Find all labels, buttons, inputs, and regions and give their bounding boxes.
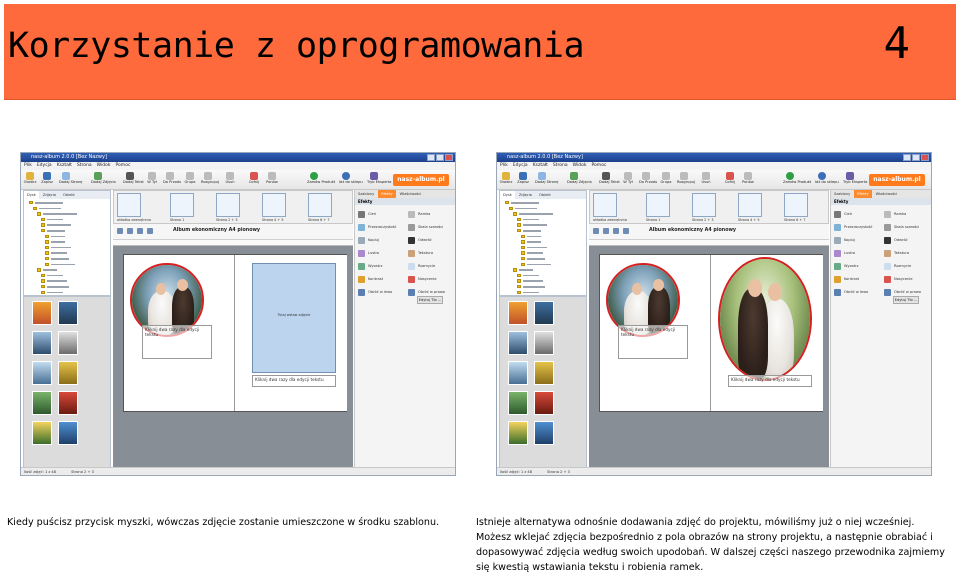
save-icon xyxy=(43,172,51,180)
window-title: nasz-album 2.0.0 [Bez Nazwy] xyxy=(31,154,107,160)
text-field[interactable]: Kliknij dwa razy dla edycji tekstu xyxy=(618,325,688,359)
effect-transparency[interactable]: Przezroczystość xyxy=(357,222,403,233)
slide-page-number: 4 xyxy=(883,18,910,69)
effect-invert[interactable]: Odwróć xyxy=(407,235,453,246)
canvas-area[interactable] xyxy=(589,246,829,474)
grayscale-icon xyxy=(884,224,891,231)
redo-button[interactable]: Ponów xyxy=(265,172,279,186)
photo-thumbnail[interactable] xyxy=(32,391,52,415)
page-thumb-2-3[interactable] xyxy=(692,193,716,217)
group-button[interactable]: Grupa xyxy=(183,172,197,186)
effect-texture[interactable]: Tekstura xyxy=(883,248,929,259)
pages-strip: okładka zewnętrzna Strona 1 Strona 2 + 3 Strona 4 + 5 Strona 6 + 7 xyxy=(589,190,829,224)
photo-thumbnail[interactable] xyxy=(508,301,528,325)
folder-tree[interactable] xyxy=(500,199,586,296)
open-button[interactable]: Otwórz xyxy=(23,172,37,186)
editor-toolbar xyxy=(113,224,353,240)
add-photo-icon xyxy=(570,172,578,180)
menu-help[interactable]: Pomoc xyxy=(115,163,131,168)
wedding-photo-frame[interactable] xyxy=(718,257,812,381)
screenshot-left xyxy=(20,152,456,476)
photo-thumbnails-panel xyxy=(499,296,587,468)
tab-photos[interactable]: Zdjęcia xyxy=(42,193,56,197)
photo-thumbnail[interactable] xyxy=(32,361,52,385)
tab-object[interactable]: Obiekt xyxy=(539,193,551,197)
photo-thumbnail[interactable] xyxy=(32,421,52,445)
minimize-button[interactable] xyxy=(427,154,435,161)
folder-tree-panel xyxy=(499,190,587,296)
photo-thumbnail[interactable] xyxy=(58,301,78,325)
window-controls xyxy=(903,154,929,161)
page-spread[interactable] xyxy=(599,254,823,412)
rotate-left-icon xyxy=(358,289,365,296)
main-toolbar xyxy=(21,170,455,190)
folder-tree-panel xyxy=(23,190,111,296)
slide-title: Korzystanie z oprogramowania xyxy=(8,26,585,66)
menu-shape[interactable]: Kształt xyxy=(532,163,548,168)
effect-rotate-right[interactable]: Obróć w prawo xyxy=(407,287,453,298)
tab-templates[interactable]: Szablony xyxy=(834,192,851,196)
status-bar xyxy=(497,467,931,475)
menu-file[interactable]: Plik xyxy=(500,163,508,168)
grid-icon[interactable] xyxy=(127,228,133,234)
redo-icon xyxy=(744,172,752,180)
tab-templates[interactable]: Szablony xyxy=(358,192,375,196)
rotate-right-icon xyxy=(884,289,891,296)
maximize-button[interactable] xyxy=(436,154,444,161)
groom-face xyxy=(177,279,188,291)
delete-icon xyxy=(226,172,234,180)
effect-rotate-left[interactable]: Obróć w lewo xyxy=(833,287,879,298)
effect-shadow[interactable]: Cień xyxy=(357,209,403,220)
cart-icon xyxy=(786,172,794,180)
effect-texture[interactable]: Tekstura xyxy=(407,248,453,259)
contrast-icon xyxy=(358,276,365,283)
window-title: nasz-album 2.0.0 [Bez Nazwy] xyxy=(507,154,583,160)
tree-tabs xyxy=(24,191,110,199)
texture-icon xyxy=(408,250,415,257)
left-page[interactable] xyxy=(600,255,711,411)
edit-background-button[interactable]: Edytuj Tło ... xyxy=(418,298,442,302)
page-thumb-1[interactable] xyxy=(646,193,670,217)
texture-icon xyxy=(884,250,891,257)
effect-invert[interactable]: Odwróć xyxy=(883,235,929,246)
tab-properties[interactable]: Właściwości xyxy=(399,192,422,196)
frame-icon xyxy=(884,211,891,218)
brand-logo: nasz-album.pl xyxy=(393,174,449,186)
add-photo-icon xyxy=(94,172,102,180)
grid-icon[interactable] xyxy=(603,228,609,234)
photo-thumbnail[interactable] xyxy=(58,361,78,385)
photo-thumbnail[interactable] xyxy=(534,331,554,355)
caption-line: Możesz wklejać zdjęcia bezpośrednio z pola obrazów na strony projektu, a następnie obrabiać i xyxy=(476,532,933,543)
effects-tabs xyxy=(355,190,455,198)
redo-button[interactable]: Ponów xyxy=(741,172,755,186)
bring-front-button[interactable]: Do Przodu xyxy=(639,172,653,186)
page-thumb-cover[interactable] xyxy=(593,193,617,217)
menu-edit[interactable]: Edycja xyxy=(36,163,52,168)
photo-thumbnail[interactable] xyxy=(508,331,528,355)
order-product-button[interactable]: Zamów Produkt xyxy=(307,172,321,186)
menu-shape[interactable]: Kształt xyxy=(56,163,72,168)
ungroup-button[interactable]: Rozgrupuj xyxy=(201,172,215,186)
effect-contrast[interactable]: Kontrast xyxy=(833,274,879,285)
effects-panel xyxy=(830,190,931,468)
page-thumb-cover[interactable] xyxy=(117,193,141,217)
blur-icon xyxy=(884,263,891,270)
group-icon xyxy=(662,172,670,180)
status-bar xyxy=(21,467,455,475)
effect-blur[interactable]: Rozmycie xyxy=(407,261,453,272)
effects-grid xyxy=(355,205,455,365)
bride-face xyxy=(156,283,166,295)
tab-disk[interactable]: Dysk xyxy=(500,191,515,199)
ungroup-button[interactable]: Rozgrupuj xyxy=(677,172,691,186)
globe-icon xyxy=(342,172,350,180)
add-page-button[interactable]: Dodaj Stronę xyxy=(535,172,549,186)
photo-thumbnail[interactable] xyxy=(508,391,528,415)
photo-thumbnail[interactable] xyxy=(534,361,554,385)
effect-frame[interactable]: Ramka xyxy=(883,209,929,220)
sharpen-icon xyxy=(834,263,841,270)
page-thumb-4-5[interactable] xyxy=(262,193,286,217)
undo-icon xyxy=(726,172,734,180)
page-spread[interactable] xyxy=(123,254,347,412)
effect-rotate-left[interactable]: Obróć w lewo xyxy=(357,287,403,298)
expert-mode-button[interactable]: Tryb Eksperta xyxy=(367,172,381,186)
effect-saturation[interactable]: Nasycenie xyxy=(883,274,929,285)
order-product-button[interactable]: Zamów Produkt xyxy=(783,172,797,186)
zoom-icon[interactable] xyxy=(613,228,619,234)
cart-icon xyxy=(310,172,318,180)
ungroup-icon xyxy=(680,172,688,180)
invert-icon xyxy=(408,237,415,244)
folder-icon xyxy=(26,172,34,180)
text-field[interactable]: Kliknij dwa razy dla edycji tekstu xyxy=(142,325,212,359)
caption-line: Istnieje alternatywa odnośnie dodawania zdjęć do projektu, mówiliśmy już o niej wcześniej. xyxy=(476,517,915,528)
go-to-shop-button[interactable]: Idź do sklepu xyxy=(815,172,829,186)
right-page[interactable] xyxy=(712,255,823,411)
photo-thumbnail[interactable] xyxy=(32,331,52,355)
pencil-icon[interactable] xyxy=(593,228,599,234)
menu-edit[interactable]: Edycja xyxy=(512,163,528,168)
bring-front-icon xyxy=(642,172,650,180)
effect-grayscale[interactable]: Skala szarości xyxy=(883,222,929,233)
text-field[interactable]: Kliknij dwa razy dla edycji tekstu xyxy=(728,375,812,387)
placeholder-label: Tutaj wstaw zdjęcie xyxy=(277,312,311,317)
tab-object[interactable]: Obiekt xyxy=(63,193,75,197)
group-icon xyxy=(186,172,194,180)
align-icon[interactable] xyxy=(147,228,153,234)
photo-thumbnail[interactable] xyxy=(508,361,528,385)
groom-face xyxy=(748,279,762,297)
left-page[interactable] xyxy=(124,255,235,411)
shadow-icon xyxy=(358,211,365,218)
menu-view[interactable]: Widok xyxy=(96,163,111,168)
status-page: Strona 2 + 3 xyxy=(71,470,94,474)
effect-sharpen[interactable]: Wyostrz xyxy=(833,261,879,272)
copy-icon xyxy=(834,237,841,244)
frame-icon xyxy=(408,211,415,218)
folder-tree[interactable] xyxy=(24,199,110,296)
photo-thumbnail[interactable] xyxy=(534,391,554,415)
window-titlebar xyxy=(497,153,931,162)
effect-blur[interactable]: Rozmycie xyxy=(883,261,929,272)
status-page: Strona 2 + 3 xyxy=(547,470,570,474)
window-titlebar xyxy=(21,153,455,162)
effect-saturation[interactable]: Nasycenie xyxy=(407,274,453,285)
page-thumb-2-3[interactable] xyxy=(216,193,240,217)
effect-sharpen[interactable]: Wyostrz xyxy=(357,261,403,272)
right-page[interactable] xyxy=(236,255,347,411)
globe-icon xyxy=(818,172,826,180)
minimize-button[interactable] xyxy=(903,154,911,161)
add-page-button[interactable]: Dodaj Stronę xyxy=(59,172,73,186)
add-page-icon xyxy=(538,172,546,180)
effects-grid xyxy=(831,205,931,365)
transparency-icon xyxy=(834,224,841,231)
window-controls xyxy=(427,154,453,161)
save-button[interactable]: Zapisz xyxy=(40,172,54,186)
menu-view[interactable]: Widok xyxy=(572,163,587,168)
add-page-icon xyxy=(62,172,70,180)
undo-button[interactable]: Cofnij xyxy=(247,172,261,186)
blur-icon xyxy=(408,263,415,270)
photo-thumbnail[interactable] xyxy=(508,421,528,445)
send-back-icon xyxy=(624,172,632,180)
rotate-right-icon xyxy=(408,289,415,296)
menu-help[interactable]: Pomoc xyxy=(591,163,607,168)
add-photos-button[interactable]: Dodaj Zdjęcia xyxy=(567,172,581,186)
photo-placeholder[interactable] xyxy=(252,263,336,373)
brand-logo: nasz-album.pl xyxy=(869,174,925,186)
delete-button[interactable]: Usuń xyxy=(223,172,237,186)
group-button[interactable]: Grupa xyxy=(659,172,673,186)
menu-bar xyxy=(21,162,455,170)
effect-mirror[interactable]: Lustro xyxy=(833,248,879,259)
saturation-icon xyxy=(408,276,415,283)
caption-right xyxy=(476,515,958,573)
caption-line: się kwestią wstawiania tekstu i robienia ramek. xyxy=(476,562,704,573)
effect-contrast[interactable]: Kontrast xyxy=(357,274,403,285)
go-to-shop-button[interactable]: Idź do sklepu xyxy=(339,172,353,186)
menu-bar xyxy=(497,162,931,170)
transparency-icon xyxy=(358,224,365,231)
send-back-button[interactable]: W Tył xyxy=(145,172,159,186)
add-text-button[interactable]: Dodaj Tekst xyxy=(599,172,613,186)
status-left: Ilość zdjęć: 1 z 48 xyxy=(500,470,532,474)
page-thumb-4-5[interactable] xyxy=(738,193,762,217)
editor-toolbar xyxy=(589,224,829,240)
tree-tabs xyxy=(500,191,586,199)
undo-icon xyxy=(250,172,258,180)
effect-shadow[interactable]: Cień xyxy=(833,209,879,220)
effect-frame[interactable]: Ramka xyxy=(407,209,453,220)
groom-figure xyxy=(738,289,768,379)
bride-face xyxy=(768,283,782,301)
delete-button[interactable]: Usuń xyxy=(699,172,713,186)
main-toolbar xyxy=(497,170,931,190)
sharpen-icon xyxy=(358,263,365,270)
folder-icon xyxy=(502,172,510,180)
photo-thumbnail[interactable] xyxy=(58,391,78,415)
zoom-icon[interactable] xyxy=(137,228,143,234)
effects-header: Efekty xyxy=(831,198,931,205)
menu-page[interactable]: Strona xyxy=(552,163,568,168)
close-button[interactable] xyxy=(445,154,453,161)
tab-properties[interactable]: Właściwości xyxy=(875,192,898,196)
delete-icon xyxy=(702,172,710,180)
close-button[interactable] xyxy=(921,154,929,161)
add-photos-button[interactable]: Dodaj Zdjęcia xyxy=(91,172,105,186)
expert-mode-button[interactable]: Tryb Eksperta xyxy=(843,172,857,186)
shadow-icon xyxy=(834,211,841,218)
photo-thumbnail[interactable] xyxy=(58,421,78,445)
caption-line: dopasowywać zdjęcia według swoich upodobań. W dalszej części naszego przewodnika zajmiemy xyxy=(476,547,945,558)
tab-effects[interactable]: Efekty xyxy=(854,190,871,198)
tab-effects[interactable]: Efekty xyxy=(378,190,395,198)
save-icon xyxy=(519,172,527,180)
add-text-button[interactable]: Dodaj Tekst xyxy=(123,172,137,186)
edit-background-button[interactable]: Edytuj Tło ... xyxy=(894,298,918,302)
align-icon[interactable] xyxy=(623,228,629,234)
menu-page[interactable]: Strona xyxy=(76,163,92,168)
mirror-icon xyxy=(834,250,841,257)
page-thumb-1[interactable] xyxy=(170,193,194,217)
text-field[interactable]: Kliknij dwa razy dla edycji tekstu xyxy=(252,375,336,387)
tab-disk[interactable]: Dysk xyxy=(24,191,39,199)
bring-front-icon xyxy=(166,172,174,180)
grayscale-icon xyxy=(408,224,415,231)
bring-front-button[interactable]: Do Przodu xyxy=(163,172,177,186)
pages-strip: okładka zewnętrzna Strona 1 Strona 2 + 3 Strona 4 + 5 Strona 6 + 7 xyxy=(113,190,353,224)
maximize-button[interactable] xyxy=(912,154,920,161)
effect-mirror[interactable]: Lustro xyxy=(357,248,403,259)
photo-thumbnail[interactable] xyxy=(534,421,554,445)
menu-file[interactable]: Plik xyxy=(24,163,32,168)
photo-thumbnail[interactable] xyxy=(32,301,52,325)
effects-header: Efekty xyxy=(355,198,455,205)
expert-icon xyxy=(846,172,854,180)
open-button[interactable]: Otwórz xyxy=(499,172,513,186)
text-icon xyxy=(602,172,610,180)
status-left: Ilość zdjęć: 1 z 48 xyxy=(24,470,56,474)
copy-icon xyxy=(358,237,365,244)
effect-grayscale[interactable]: Skala szarości xyxy=(407,222,453,233)
text-icon xyxy=(126,172,134,180)
redo-icon xyxy=(268,172,276,180)
slide-header xyxy=(4,4,956,100)
photo-thumbnails-panel xyxy=(23,296,111,468)
effect-copy[interactable]: Kopiuj xyxy=(833,235,879,246)
send-back-button[interactable]: W Tył xyxy=(621,172,635,186)
caption-left: Kiedy puścisz przycisk myszki, wówczas zdjęcie zostanie umieszczone w środku szablonu. xyxy=(7,517,440,528)
editor-title: Album ekonomiczny A4 pionowy xyxy=(649,228,737,233)
save-button[interactable]: Zapisz xyxy=(516,172,530,186)
invert-icon xyxy=(884,237,891,244)
photo-thumbnail[interactable] xyxy=(534,301,554,325)
effects-tabs xyxy=(831,190,931,198)
photo-thumbnail[interactable] xyxy=(58,331,78,355)
tab-photos[interactable]: Zdjęcia xyxy=(518,193,532,197)
bride-face xyxy=(632,283,642,295)
send-back-icon xyxy=(148,172,156,180)
ungroup-icon xyxy=(204,172,212,180)
effect-transparency[interactable]: Przezroczystość xyxy=(833,222,879,233)
canvas-area[interactable] xyxy=(113,246,353,474)
contrast-icon xyxy=(834,276,841,283)
effect-rotate-right[interactable]: Obróć w prawo xyxy=(883,287,929,298)
editor-title: Album ekonomiczny A4 pionowy xyxy=(173,228,261,233)
effects-panel xyxy=(354,190,455,468)
expert-icon xyxy=(370,172,378,180)
screenshot-right xyxy=(496,152,932,476)
mirror-icon xyxy=(358,250,365,257)
pencil-icon[interactable] xyxy=(117,228,123,234)
page-thumb-6-7[interactable] xyxy=(308,193,332,217)
effect-copy[interactable]: Kopiuj xyxy=(357,235,403,246)
groom-face xyxy=(653,279,664,291)
page-thumb-6-7[interactable] xyxy=(784,193,808,217)
saturation-icon xyxy=(884,276,891,283)
rotate-left-icon xyxy=(834,289,841,296)
undo-button[interactable]: Cofnij xyxy=(723,172,737,186)
